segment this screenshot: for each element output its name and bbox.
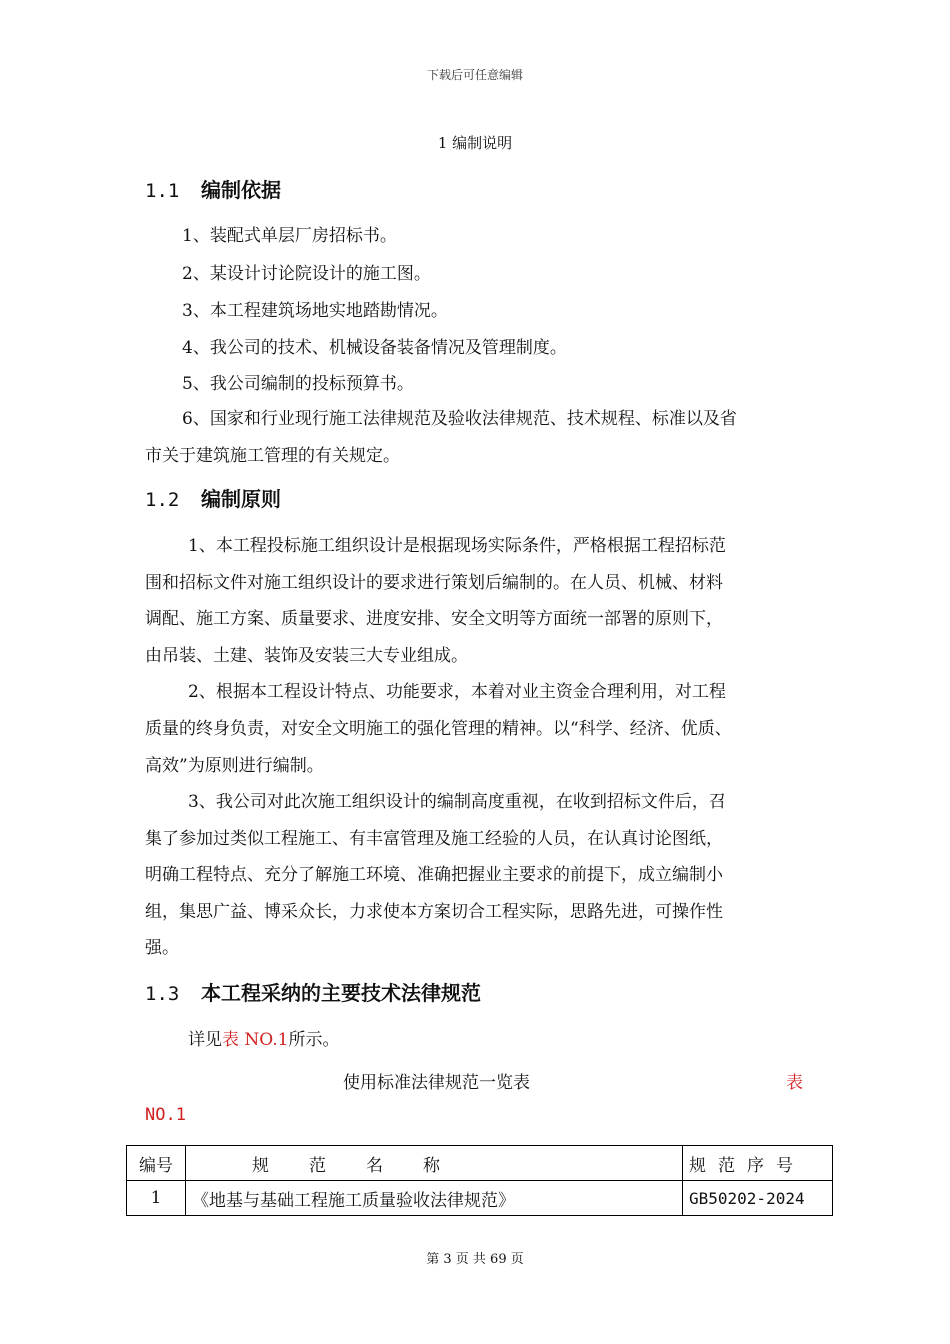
header-note: 下载后可任意编辑 [426, 68, 523, 82]
principle-3-line-4: 组，集思广益、博采众长，力求使本方案切合工程实际，思路先进，可操作性 [145, 902, 723, 922]
section-number: 1.1 [145, 180, 180, 202]
basis-item-5: 5、我公司编制的投标预算书。 [182, 374, 414, 394]
section-heading-1-2 [145, 483, 281, 512]
table-tag: 表 [786, 1073, 803, 1093]
chapter-title: 1 编制说明 [437, 134, 513, 152]
principle-3-line-1: 3、我公司对此次施工组织设计的编制高度重视，在收到招标文件后，召 [188, 792, 726, 812]
basis-item-6-line-2: 市关于建筑施工管理的有关规定。 [145, 446, 400, 466]
ref-suffix: 所示。 [288, 1030, 340, 1050]
header-code: 规范序号 [683, 1146, 833, 1181]
standards-table [126, 1145, 833, 1216]
page-footer: 第 3 页 共 69 页 [426, 1252, 524, 1267]
section-title: 编制原则 [201, 487, 281, 511]
principle-3-line-5: 强。 [145, 938, 179, 958]
cell-number: 1 [127, 1181, 186, 1216]
principle-2-line-1: 2、根据本工程设计特点、功能要求，本着对业主资金合理利用，对工程 [188, 682, 726, 702]
cell-code: GB50202-2024 [683, 1181, 833, 1216]
section-heading-1-3 [145, 977, 481, 1006]
ref-prefix: 详见 [188, 1030, 222, 1050]
principle-1-line-4: 由吊装、土建、装饰及安装三大专业组成。 [145, 646, 468, 666]
basis-item-6-line-1: 6、国家和行业现行施工法律规范及验收法律规范、技术规程、标准以及省 [182, 409, 737, 429]
section-title: 编制依据 [201, 178, 281, 202]
table-reference [188, 1025, 339, 1050]
table-tag-number: NO.1 [145, 1105, 186, 1125]
section-title: 本工程采纳的主要技术法律规范 [201, 981, 481, 1005]
section-heading-1-1 [145, 174, 281, 203]
table-title: 使用标准法律规范一览表 [343, 1073, 530, 1093]
basis-item-4: 4、我公司的技术、机械设备装备情况及管理制度。 [182, 338, 567, 358]
principle-2-line-3: 高效”为原则进行编制。 [145, 756, 324, 776]
principle-1-line-1: 1、本工程投标施工组织设计是根据现场实际条件，严格根据工程招标范 [188, 536, 726, 556]
header-name: 规范名称 [186, 1146, 683, 1181]
principle-3-line-3: 明确工程特点、充分了解施工环境、准确把握业主要求的前提下，成立编制小 [145, 865, 723, 885]
table-ref-link[interactable]: 表 NO.1 [222, 1030, 289, 1050]
principle-3-line-2: 集了参加过类似工程施工、有丰富管理及施工经验的人员，在认真讨论图纸， [145, 829, 723, 849]
principle-1-line-2: 围和招标文件对施工组织设计的要求进行策划后编制的。在人员、机械、材料 [145, 573, 723, 593]
basis-item-3: 3、本工程建筑场地实地踏勘情况。 [182, 301, 448, 321]
cell-name: 《地基与基础工程施工质量验收法律规范》 [186, 1181, 683, 1216]
basis-item-2: 2、某设计讨论院设计的施工图。 [182, 264, 431, 284]
section-number: 1.2 [145, 489, 180, 511]
table-row [127, 1181, 833, 1216]
principle-1-line-3: 调配、施工方案、质量要求、进度安排、安全文明等方面统一部署的原则下， [145, 609, 723, 629]
table-header-row [127, 1146, 833, 1181]
section-number: 1.3 [145, 983, 180, 1005]
header-number: 编号 [127, 1146, 186, 1181]
principle-2-line-2: 质量的终身负责，对安全文明施工的强化管理的精神。以“科学、经济、优质、 [145, 719, 732, 739]
basis-item-1: 1、装配式单层厂房招标书。 [182, 226, 397, 246]
